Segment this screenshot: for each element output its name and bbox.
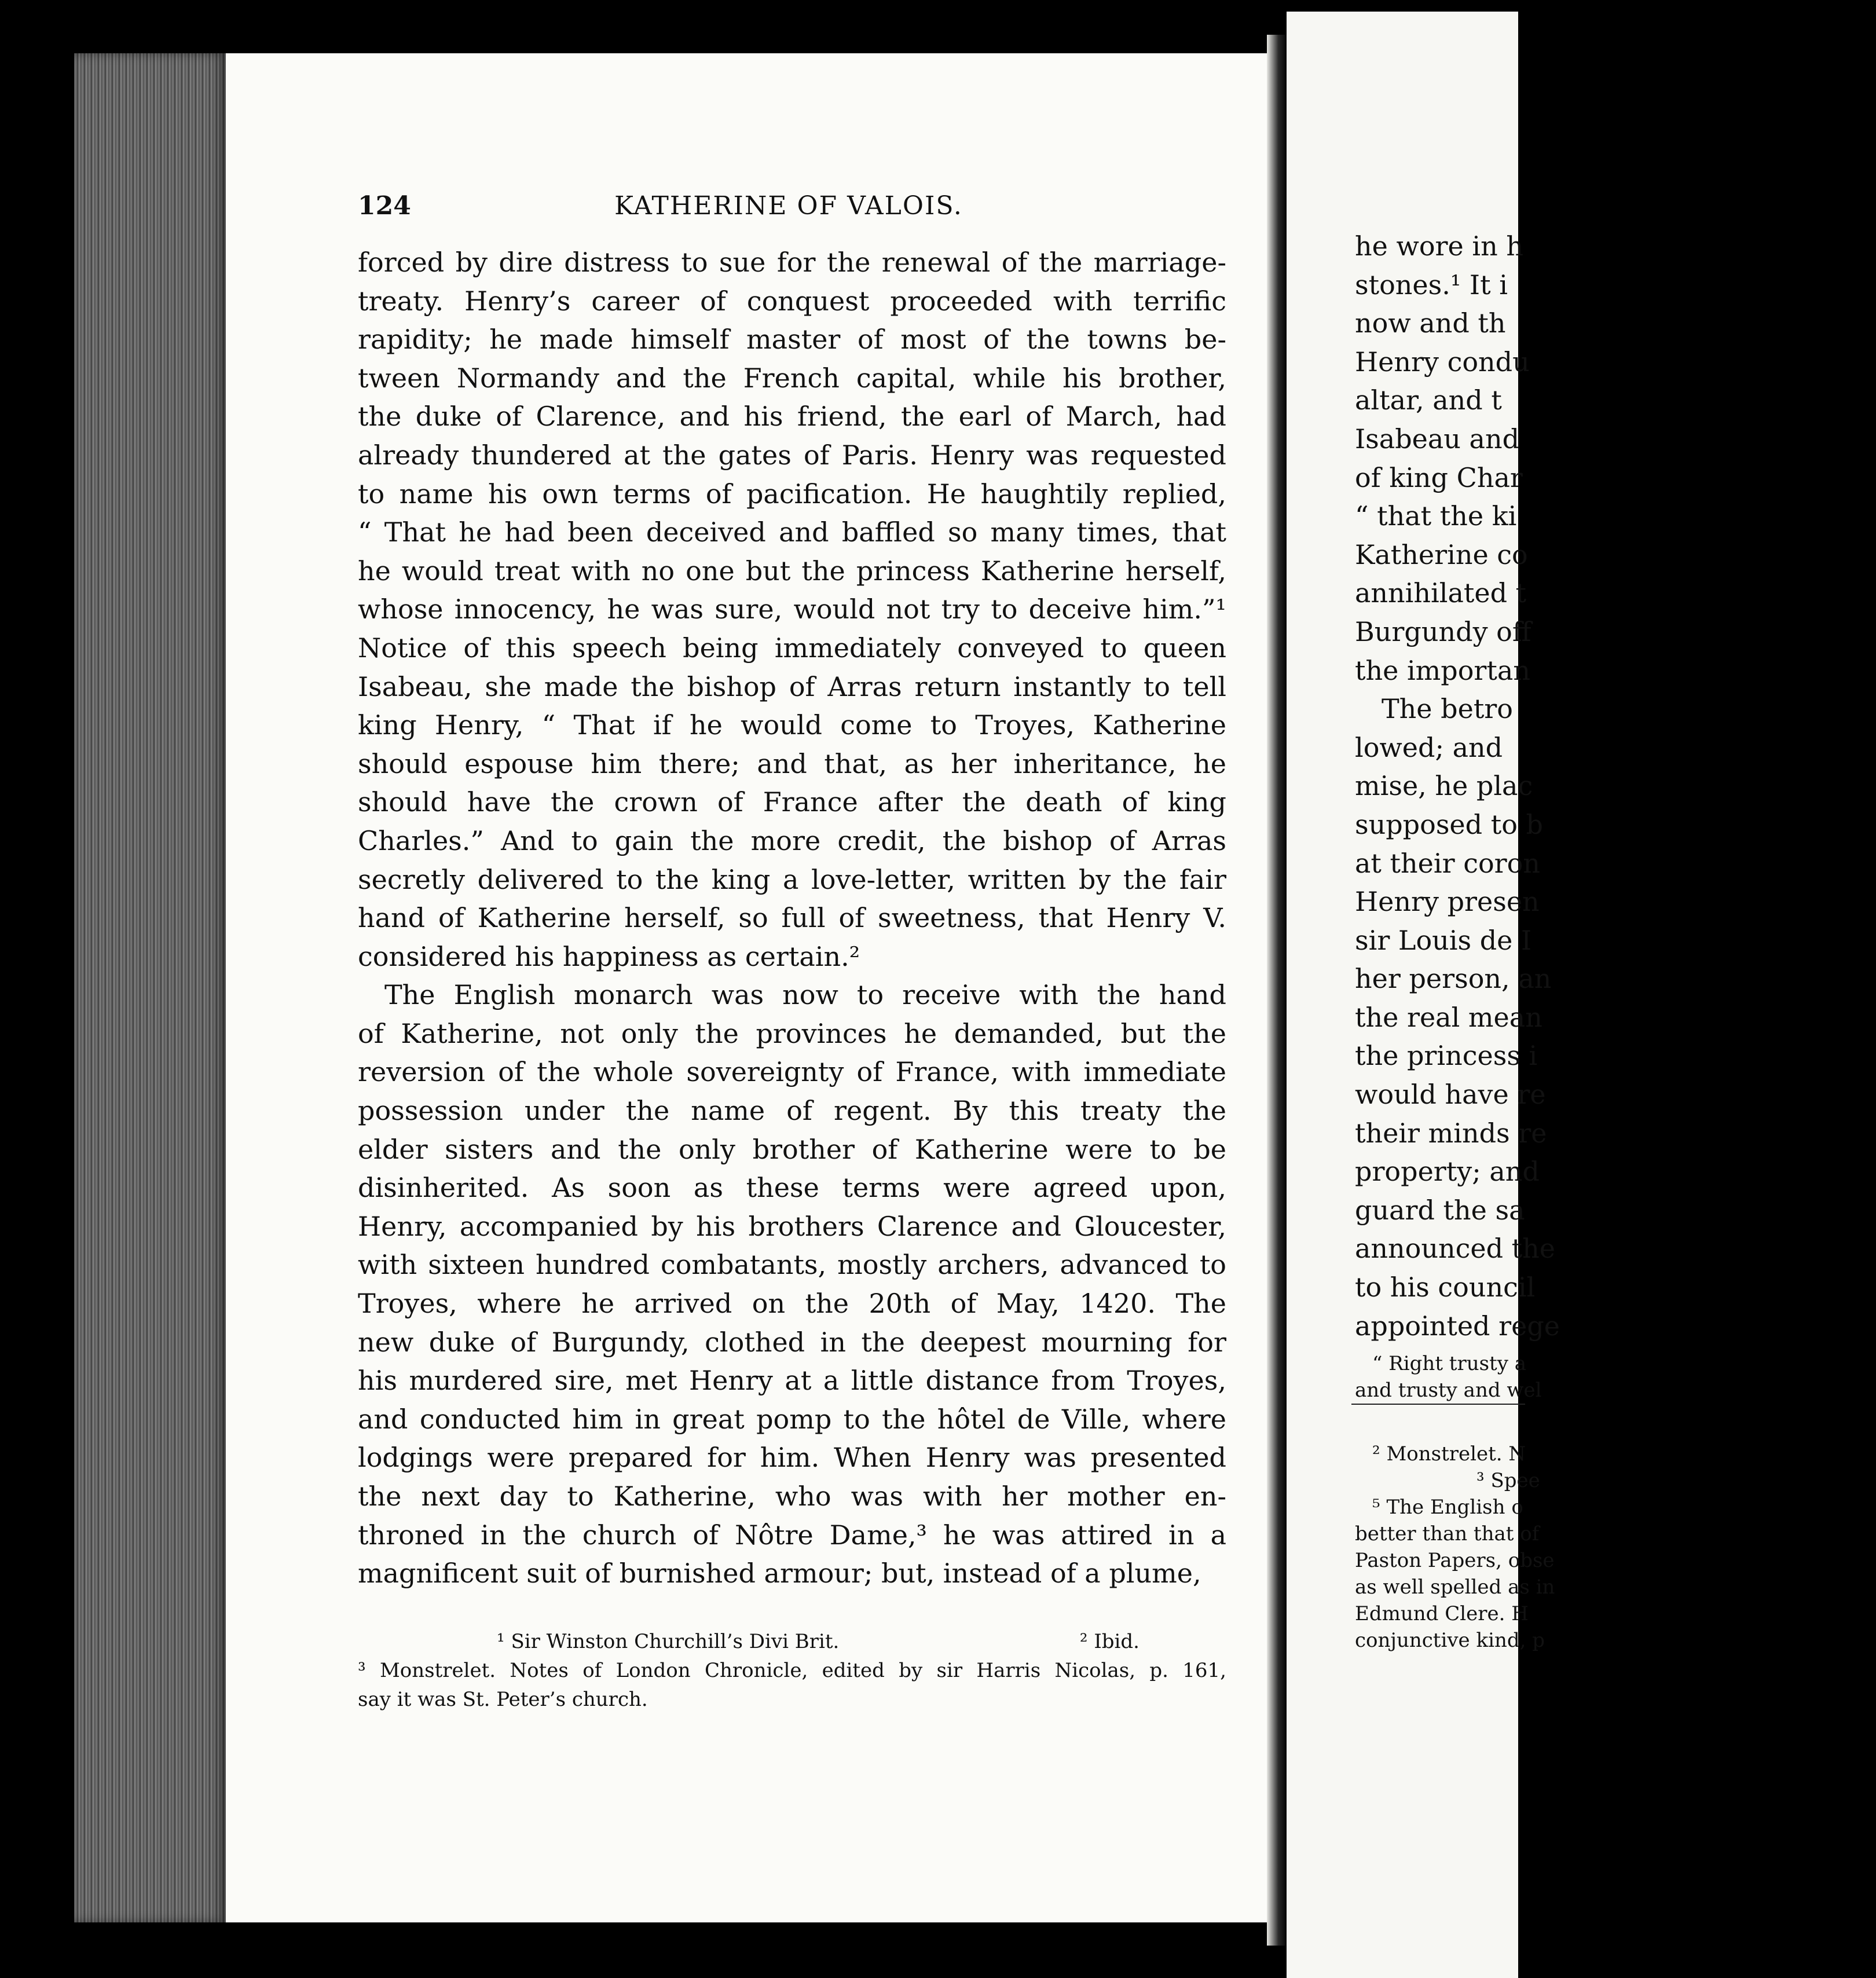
- right-page-line: mise, he plac: [1355, 770, 1533, 802]
- right-page-line: Katherine co: [1355, 539, 1528, 570]
- right-page-line: the real mean: [1355, 1001, 1542, 1033]
- body-line: elder sisters and the only brother of Katherine were to be: [358, 1133, 1226, 1165]
- right-page-footnotes: [1355, 1441, 1876, 1654]
- body-line: secretly delivered to the king a love-letter, written by the fair: [358, 863, 1226, 895]
- right-page-footnote-line: as well spelled as in: [1355, 1576, 1555, 1599]
- right-page-line: Burgundy off: [1355, 616, 1531, 647]
- footnote-3-line-2: say it was St. Peter’s church.: [358, 1688, 648, 1711]
- right-page-line: at their coron: [1355, 847, 1540, 879]
- body-line: Isabeau, she made the bishop of Arras return instantly to tell: [358, 671, 1226, 702]
- body-line: to name his own terms of pacification. He haughtily replied,: [358, 478, 1226, 510]
- right-page-line: her person, an: [1355, 963, 1552, 995]
- right-page-footnote-line: better than that of: [1355, 1522, 1540, 1545]
- right-page-footnote-line: Edmund Clere. H: [1355, 1602, 1529, 1625]
- right-page-letter-line: “ Right trusty a: [1372, 1352, 1527, 1375]
- body-line: rapidity; he made himself master of most of the towns be-: [358, 324, 1226, 356]
- footnote-rule: [1351, 1404, 1525, 1405]
- book-gutter: [1267, 35, 1288, 1946]
- body-line: disinherited. As soon as these terms were agreed upon,: [358, 1172, 1226, 1204]
- right-page-footnote-line: ² Monstrelet. N: [1372, 1442, 1526, 1466]
- body-line: “ That he had been deceived and baffled so many times, that: [358, 517, 1226, 548]
- right-page-line: Henry presen: [1355, 886, 1540, 918]
- body-line: magnificent suit of burnished armour; but, instead of a plume,: [358, 1558, 1201, 1589]
- right-page-line: now and th: [1355, 307, 1506, 339]
- right-page-line: Henry condu: [1355, 346, 1530, 378]
- right-page-footnote-line: ⁵ The English o: [1372, 1496, 1523, 1519]
- footnote-3-line-1: ³ Monstrelet. Notes of London Chronicle, edited by sir Harris Nicolas, p. 161,: [358, 1659, 1226, 1682]
- footnote-1: ¹ Sir Winston Churchill’s Divi Brit.: [497, 1630, 840, 1653]
- right-page-line: of king Char: [1355, 461, 1523, 493]
- right-page-line: the importan: [1355, 654, 1530, 686]
- right-page-line: guard the sa: [1355, 1194, 1525, 1226]
- footnotes: [358, 1627, 1226, 1714]
- right-page-line: annihilated t: [1355, 577, 1527, 609]
- right-page-line: lowed; and: [1355, 731, 1503, 763]
- body-line: The English monarch was now to receive with the hand: [384, 979, 1226, 1011]
- body-line: Henry, accompanied by his brothers Clarence and Gloucester,: [358, 1210, 1226, 1242]
- right-page-line: “ that the ki: [1355, 500, 1517, 532]
- body-line: king Henry, “ That if he would come to Troyes, Katherine: [358, 709, 1226, 741]
- body-line: the duke of Clarence, and his friend, the earl of March, had: [358, 401, 1226, 433]
- body-line: should espouse him there; and that, as her inheritance, he: [358, 748, 1226, 779]
- right-page-line: The betro: [1382, 693, 1513, 725]
- right-page-line: he wore in h: [1355, 230, 1523, 262]
- right-page-line: would have re: [1355, 1079, 1546, 1111]
- running-title: KATHERINE OF VALOIS.: [614, 191, 963, 221]
- right-page-footnote-line: Paston Papers, obse: [1355, 1549, 1555, 1572]
- body-line: hand of Katherine herself, so full of sweetness, that Henry V.: [358, 902, 1226, 934]
- body-line: considered his happiness as certain.²: [358, 940, 860, 972]
- body-line: throned in the church of Nôtre Dame,³ he was attired in a: [358, 1519, 1226, 1551]
- right-page-line: the princess i: [1355, 1040, 1538, 1072]
- right-page-line: sir Louis de I: [1355, 924, 1532, 956]
- right-page-line: stones.¹ It i: [1355, 269, 1508, 301]
- body-line: of Katherine, not only the provinces he demanded, but the: [358, 1017, 1226, 1049]
- right-page-line: altar, and t: [1355, 384, 1502, 416]
- right-page-letter-line: and trusty and wel: [1355, 1379, 1542, 1402]
- body-line: forced by dire distress to sue for the renewal of the marriage-: [358, 247, 1226, 278]
- right-page-footnote-line: conjunctive kind, p: [1355, 1629, 1545, 1652]
- body-line: lodgings were prepared for him. When Henry was presented: [358, 1442, 1226, 1474]
- right-page-line: announced the: [1355, 1233, 1556, 1265]
- body-line: already thundered at the gates of Paris. Henry was requested: [358, 439, 1226, 471]
- page-number: 124: [358, 191, 411, 221]
- right-page-line: Isabeau and: [1355, 423, 1520, 455]
- body-line: treaty. Henry’s career of conquest proceeded with terrific: [358, 285, 1226, 317]
- right-page: [1287, 12, 1560, 1978]
- body-line: he would treat with no one but the princess Katherine herself,: [358, 555, 1226, 587]
- body-text: [358, 243, 1226, 1593]
- body-line: Notice of this speech being immediately conveyed to queen: [358, 632, 1226, 664]
- body-line: possession under the name of regent. By this treaty the: [358, 1095, 1226, 1127]
- body-line: whose innocency, he was sure, would not try to deceive him.”¹: [358, 594, 1226, 625]
- book-fore-edge: [74, 53, 226, 1922]
- right-page-footnote-line: ³ Spee: [1476, 1469, 1540, 1492]
- body-line: tween Normandy and the French capital, while his brother,: [358, 362, 1226, 394]
- right-page-text: [1355, 227, 1876, 1345]
- page-header: [358, 191, 1219, 226]
- body-line: the next day to Katherine, who was with her mother en-: [358, 1481, 1226, 1512]
- body-line: should have the crown of France after the death of king: [358, 786, 1226, 818]
- body-line: and conducted him in great pomp to the hôtel de Ville, where: [358, 1403, 1226, 1435]
- right-page-letter-excerpt: [1355, 1350, 1876, 1404]
- body-line: with sixteen hundred combatants, mostly archers, advanced to: [358, 1249, 1226, 1281]
- body-line: new duke of Burgundy, clothed in the deepest mourning for: [358, 1326, 1226, 1358]
- right-page-line: their minds re: [1355, 1117, 1547, 1149]
- body-line: Troyes, where he arrived on the 20th of May, 1420. The: [358, 1288, 1226, 1320]
- body-line: Charles.” And to gain the more credit, the bishop of Arras: [358, 825, 1226, 856]
- body-line: his murdered sire, met Henry at a little distance from Troyes,: [358, 1365, 1226, 1397]
- footnote-2: ² Ibid.: [1079, 1630, 1139, 1653]
- right-page-line: property; and: [1355, 1156, 1540, 1188]
- right-page-line: to his council: [1355, 1272, 1536, 1303]
- body-line: reversion of the whole sovereignty of France, with immediate: [358, 1056, 1226, 1088]
- right-page-line: supposed to b: [1355, 808, 1543, 840]
- right-page-line: appointed rege: [1355, 1310, 1560, 1342]
